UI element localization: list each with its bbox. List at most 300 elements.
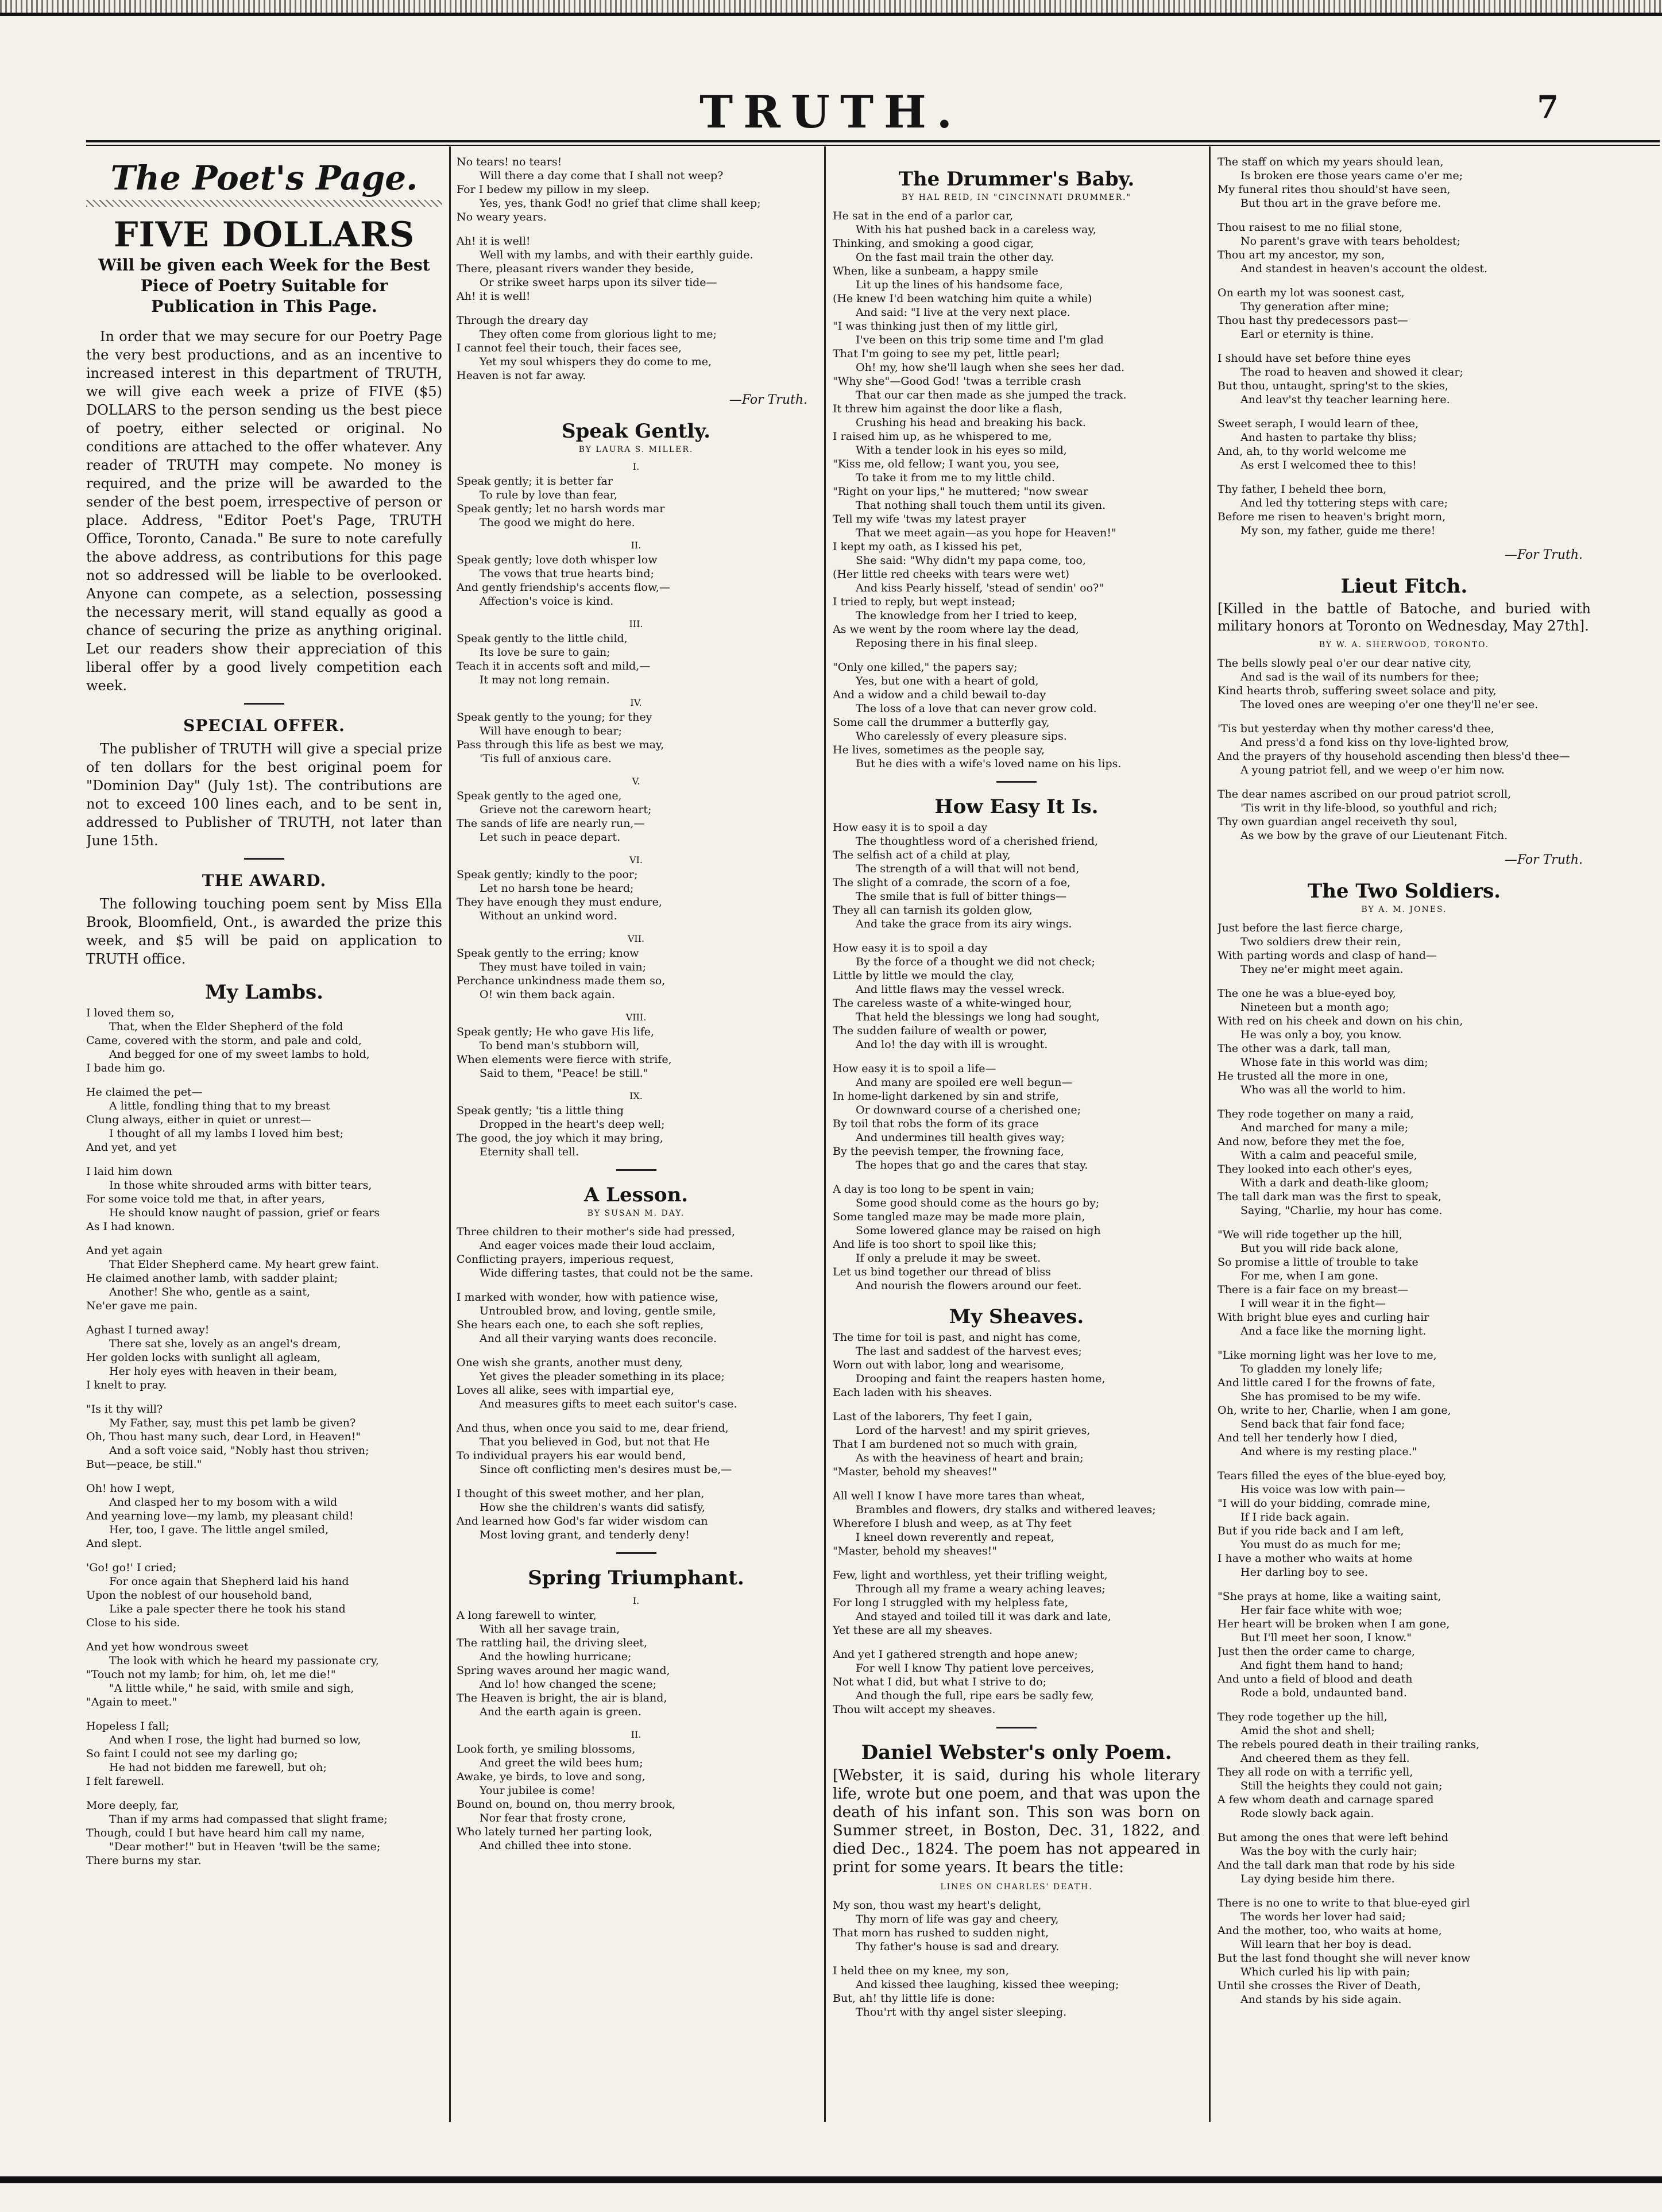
verse-line: There burns my star. bbox=[86, 1854, 202, 1867]
verse-line: But thou, untaught, spring'st to the skies, bbox=[1217, 380, 1449, 392]
verse-line: Yes, but one with a heart of gold, bbox=[856, 675, 1039, 687]
verse-line: Speak gently; kindly to the poor; bbox=[457, 868, 638, 881]
verse-line: Look forth, ye smiling blossoms, bbox=[457, 1743, 636, 1755]
verse-line: And lo! how changed the scene; bbox=[480, 1678, 657, 1691]
verse-line: But I'll meet her soon, I know." bbox=[1240, 1631, 1412, 1644]
verse-line: And press'd a fond kiss on thy love-lighted brow, bbox=[1240, 736, 1509, 749]
verse-line: I raised him up, as he whispered to me, bbox=[833, 430, 1052, 443]
verse-line: And little cared I for the frowns of fate, bbox=[1217, 1376, 1436, 1389]
verse-line: Eternity shall tell. bbox=[480, 1146, 579, 1158]
verse-line: I kneel down reverently and repeat, bbox=[856, 1531, 1054, 1544]
stanza bbox=[86, 1165, 442, 1233]
verse-line: And leav'st thy teacher learning here. bbox=[1240, 393, 1450, 406]
poem-title: My Lambs. bbox=[205, 981, 323, 1004]
verse-line: That our car then made as she jumped the track. bbox=[856, 389, 1127, 401]
verse-line: More deeply, far, bbox=[86, 1799, 179, 1812]
verse-line: If I ride back again. bbox=[1240, 1511, 1350, 1523]
verse-line: "Like morning light was her love to me, bbox=[1217, 1349, 1437, 1362]
stanza bbox=[86, 1561, 442, 1630]
verse-line: Than if my arms had compassed that slight frame; bbox=[109, 1813, 388, 1826]
verse-line: "I was thinking just then of my little girl, bbox=[833, 320, 1058, 332]
verse-line: And a face like the morning light. bbox=[1240, 1325, 1427, 1337]
verse-line: He claimed another lamb, with sadder plaint; bbox=[86, 1272, 338, 1285]
verse-line: Loves all alike, sees with impartial eye, bbox=[457, 1384, 675, 1397]
verse-line: They rode together on many a raid, bbox=[1217, 1108, 1414, 1120]
verse-line: That you believed in God, but not that He bbox=[480, 1436, 710, 1448]
prize-subtitle: Will be given each Week for the Best Piece of Poetry Suitable for Publication in This Page. bbox=[98, 256, 430, 316]
verse-line: And the mother, too, who waits at home, bbox=[1217, 1924, 1442, 1937]
verse-line: Let such in peace depart. bbox=[480, 831, 621, 844]
verse-line: Most loving grant, and tenderly deny! bbox=[480, 1529, 690, 1541]
verse-line: The time for toil is past, and night has come, bbox=[833, 1331, 1081, 1344]
verse-line: And the howling hurricane; bbox=[480, 1650, 632, 1663]
verse-line: That held the blessings we long had sought, bbox=[856, 1011, 1100, 1023]
verse-line: Let no harsh tone be heard; bbox=[480, 882, 634, 895]
verse-line: How easy it is to spoil a life— bbox=[833, 1062, 996, 1075]
verse-line: I felt farewell. bbox=[86, 1775, 164, 1788]
verse-line: He had not bidden me farewell, but oh; bbox=[109, 1761, 327, 1774]
column-2 bbox=[457, 155, 815, 2125]
poem-byline: BY SUSAN M. DAY. bbox=[587, 1209, 685, 1218]
verse-line: To gladden my lonely life; bbox=[1240, 1363, 1383, 1375]
stanza bbox=[457, 1356, 815, 1411]
verse-line: For I bedew my pillow in my sleep. bbox=[457, 183, 650, 196]
stanza bbox=[457, 553, 815, 608]
verse-line: Tears filled the eyes of the blue-eyed boy, bbox=[1217, 1469, 1447, 1482]
stanza bbox=[457, 1104, 815, 1159]
verse-line: In home-light darkened by sin and strife, bbox=[833, 1090, 1060, 1103]
poem-signature: —For Truth. bbox=[729, 393, 807, 407]
verse-line: They often come from glorious light to me; bbox=[480, 328, 717, 341]
verse-line: Nor fear that frosty crone, bbox=[480, 1812, 627, 1824]
verse-line: And marched for many a mile; bbox=[1240, 1122, 1409, 1134]
verse-line: Like a pale specter there he took his stand bbox=[109, 1603, 346, 1615]
poem-title: My Sheaves. bbox=[949, 1305, 1084, 1328]
stanza bbox=[86, 1799, 442, 1867]
stanza bbox=[1217, 1107, 1591, 1217]
header-rule-thin bbox=[86, 145, 1660, 146]
column-4 bbox=[1217, 155, 1591, 2125]
verse-line: And though the full, ripe ears be sadly few, bbox=[856, 1689, 1094, 1702]
verse-line: No weary years. bbox=[457, 211, 547, 223]
poem-continued bbox=[1217, 155, 1591, 537]
verse-line: And now, before they met the foe, bbox=[1217, 1135, 1405, 1148]
verse-line: Lay dying beside him there. bbox=[1240, 1873, 1395, 1885]
stanza-number: I. bbox=[632, 461, 640, 472]
verse-line: When, like a sunbeam, a happy smile bbox=[833, 265, 1038, 277]
verse-line: Thy generation after mine; bbox=[1240, 300, 1389, 313]
editorial-note: [Killed in the battle of Batoche, and buried with military honors at Toronto on Wednesday, May 27th]. bbox=[1217, 601, 1591, 634]
verse-line: Said to them, "Peace! be still." bbox=[480, 1067, 648, 1080]
verse-line: Speak gently; let no harsh words mar bbox=[457, 502, 665, 515]
verse-line: Which curled his lip with pain; bbox=[1240, 1966, 1410, 1978]
stanza bbox=[457, 1742, 815, 1853]
verse-line: With his hat pushed back in a careless way, bbox=[856, 223, 1096, 236]
verse-line: "I will do your bidding, comrade mine, bbox=[1217, 1497, 1431, 1510]
verse-line: And unto a field of blood and death bbox=[1217, 1673, 1413, 1685]
stanza bbox=[86, 1402, 442, 1471]
verse-line: And nourish the flowers around our feet. bbox=[856, 1279, 1082, 1292]
verse-line: I knelt to pray. bbox=[86, 1379, 167, 1391]
verse-line: That I'm going to see my pet, little pearl; bbox=[833, 347, 1060, 360]
verse-line: But if you ride back and I am left, bbox=[1217, 1525, 1404, 1537]
verse-line: Her, too, I gave. The little angel smiled, bbox=[109, 1523, 329, 1536]
verse-line: Ah! it is well! bbox=[457, 235, 531, 248]
verse-line: Or strike sweet harps upon its silver tide— bbox=[480, 276, 717, 289]
verse-line: And where is my resting place." bbox=[1240, 1445, 1417, 1458]
verse-line: Came, covered with the storm, and pale and cold, bbox=[86, 1034, 362, 1047]
stanza bbox=[1217, 1710, 1591, 1820]
verse-line: But thou art in the grave before me. bbox=[1240, 197, 1441, 210]
verse-line: The look with which he heard my passionate cry, bbox=[109, 1654, 379, 1667]
verse-line: For long I struggled with my helpless fate, bbox=[833, 1596, 1068, 1609]
poem-charles-death bbox=[833, 1898, 1200, 2019]
verse-line: And when I rose, the light had burned so low, bbox=[109, 1734, 361, 1746]
verse-line: Though, could I but have heard him call my name, bbox=[86, 1827, 365, 1839]
verse-line: "Again to meet." bbox=[86, 1696, 177, 1708]
verse-line: I will wear it in the fight— bbox=[1240, 1297, 1386, 1310]
verse-line: And fight them hand to hand; bbox=[1240, 1659, 1404, 1672]
verse-line: On earth my lot was soonest cast, bbox=[1217, 287, 1405, 299]
verse-line: Ne'er gave me pain. bbox=[86, 1300, 198, 1312]
verse-line: But you will ride back alone, bbox=[1240, 1242, 1399, 1255]
verse-line: As with the heaviness of heart and brain; bbox=[856, 1452, 1084, 1464]
ornamental-rule bbox=[86, 200, 442, 207]
verse-line: They must have toiled in vain; bbox=[480, 961, 646, 973]
verse-line: And yet, and yet bbox=[86, 1141, 177, 1154]
verse-line: And yearning love—my lamb, my pleasant child! bbox=[86, 1510, 354, 1522]
stanza bbox=[457, 1225, 815, 1280]
verse-line: And yet how wondrous sweet bbox=[86, 1641, 249, 1653]
poem-title: Spring Triumphant. bbox=[528, 1567, 744, 1590]
verse-line: She hears each one, to each she soft replies, bbox=[457, 1318, 704, 1331]
verse-line: Affection's voice is kind. bbox=[480, 595, 614, 608]
verse-line: He trusted all the more in one, bbox=[1217, 1070, 1389, 1082]
divider bbox=[244, 703, 284, 705]
verse-line: That Elder Shepherd came. My heart grew faint. bbox=[109, 1258, 380, 1271]
verse-line: Brambles and flowers, dry stalks and withered leaves; bbox=[856, 1503, 1156, 1516]
verse-line: Sweet seraph, I would learn of thee, bbox=[1217, 417, 1419, 430]
contest-intro: In order that we may secure for our Poetry Page the very best productions, and as an incentive to increased interest in this department of TRUTH, we will give each week a prize of FIVE ($5) DOLLARS to the person sending us the best piece of poetry, either selected or original. No conditions are attached to the offer whatever. Any reader of TRUTH may compete. No money is required, and the prize will be awarded to the sender of the best poem, irrespective of person or place. Address, "Editor Poet's Page, TRUTH Office, Toronto, Canada." Be sure to note carefully the above address, as contributions for this page not so addressed will be liable to be overlooked. Anyone can compete, as a selection, possessing the necessary merit, will stand equally as good a chance of securing the prize as anything original. Let our readers show their appreciation of this liberal offer by a good lively competition each week. bbox=[86, 328, 442, 694]
stanza bbox=[457, 1487, 815, 1542]
verse-line: He sat in the end of a parlor car, bbox=[833, 210, 1013, 222]
verse-line: And thus, when once you said to me, dear friend, bbox=[457, 1422, 729, 1434]
bottom-rule bbox=[0, 2176, 1662, 2183]
verse-line: Through the dreary day bbox=[457, 314, 589, 327]
verse-line: They all rode on with a terrific yell, bbox=[1217, 1766, 1413, 1778]
stanza bbox=[833, 821, 1200, 931]
stanza bbox=[457, 1025, 815, 1080]
verse-line: Thou art my ancestor, my son, bbox=[1217, 249, 1385, 261]
verse-line: The tall dark man was the first to speak, bbox=[1217, 1190, 1441, 1203]
newspaper-title: TRUTH. bbox=[699, 86, 963, 138]
poem-speak-gently bbox=[457, 461, 815, 1159]
verse-line: The last and saddest of the harvest eves; bbox=[856, 1345, 1082, 1358]
verse-line: He should know naught of passion, grief or fears bbox=[109, 1206, 380, 1219]
verse-line: Hopeless I fall; bbox=[86, 1720, 169, 1733]
verse-line: Is broken ere those years came o'er me; bbox=[1240, 169, 1463, 182]
verse-line: Yet gives the pleader something in its place; bbox=[480, 1370, 725, 1383]
verse-line: That, when the Elder Shepherd of the fold bbox=[109, 1020, 343, 1033]
stanza bbox=[833, 941, 1200, 1051]
stanza bbox=[457, 314, 815, 382]
verse-line: Thou'rt with thy angel sister sleeping. bbox=[856, 2006, 1067, 2018]
verse-line: And the tall dark man that rode by his side bbox=[1217, 1859, 1455, 1871]
verse-line: How easy it is to spoil a day bbox=[833, 821, 988, 834]
verse-line: My funeral rites thou should'st have seen, bbox=[1217, 183, 1451, 196]
verse-line: Little by little we mould the clay, bbox=[833, 969, 1015, 982]
verse-line: Her heart will be broken when I am gone, bbox=[1217, 1618, 1450, 1630]
verse-line: Kind hearts throb, suffering sweet solace and pity, bbox=[1217, 685, 1497, 697]
verse-line: Your jubilee is come! bbox=[480, 1784, 596, 1797]
poem-my-lambs bbox=[86, 1006, 442, 1867]
verse-line: Thou raisest to me no filial stone, bbox=[1217, 221, 1403, 234]
verse-line: With a calm and peaceful smile, bbox=[1240, 1149, 1417, 1162]
special-offer-text: The publisher of TRUTH will give a special prize of ten dollars for the best original poem for "Dominion Day" (July 1st). The contributions are not to exceed 100 lines each, and to be sent in, addressed to Publisher of TRUTH, not later than June 15th. bbox=[86, 741, 442, 849]
verse-line: And kiss Pearly hisself, 'stead of sendin' oo?" bbox=[856, 582, 1104, 594]
poem-subtitle: LINES ON CHARLES' DEATH. bbox=[940, 1882, 1093, 1892]
prize-banner: FIVE DOLLARS bbox=[113, 215, 415, 255]
verse-line: But among the ones that were left behind bbox=[1217, 1831, 1448, 1844]
verse-line: Send back that fair fond face; bbox=[1240, 1418, 1405, 1430]
verse-line: Let us bind together our thread of bliss bbox=[833, 1266, 1051, 1278]
verse-line: The sands of life are nearly run,— bbox=[457, 817, 645, 830]
verse-line: Without an unkind word. bbox=[480, 910, 617, 922]
verse-line: 'Tis but yesterday when thy mother caress'd thee, bbox=[1217, 722, 1494, 735]
verse-line: That morn has rushed to sudden night, bbox=[833, 1927, 1049, 1939]
verse-line: I loved them so, bbox=[86, 1007, 175, 1019]
poem-byline: BY LAURA S. MILLER. bbox=[578, 445, 694, 454]
verse-line: Pass through this life as best we may, bbox=[457, 738, 664, 751]
verse-line: And take the grace from its airy wings. bbox=[856, 918, 1072, 930]
verse-line: And hasten to partake thy bliss; bbox=[1240, 431, 1417, 444]
divider bbox=[616, 1552, 656, 1554]
divider bbox=[616, 1169, 656, 1171]
poem-lieut-fitch bbox=[1217, 656, 1591, 842]
verse-line: Drooping and faint the reapers hasten home, bbox=[856, 1372, 1106, 1385]
verse-line: Will there a day come that I shall not weep? bbox=[480, 169, 724, 182]
verse-line: Awake, ye birds, to love and song, bbox=[457, 1770, 646, 1783]
verse-line: And many are spoiled ere well begun— bbox=[856, 1076, 1073, 1089]
verse-line: I held thee on my knee, my son, bbox=[833, 1964, 1009, 1977]
verse-line: And yet again bbox=[86, 1244, 163, 1257]
poem-byline: BY A. M. JONES. bbox=[1361, 905, 1447, 914]
verse-line: Through all my frame a weary aching leaves; bbox=[856, 1583, 1106, 1595]
verse-line: Thou hast thy predecessors past— bbox=[1217, 314, 1408, 327]
verse-line: Untroubled brow, and loving, gentle smile, bbox=[480, 1305, 716, 1317]
verse-line: Her fair face white with woe; bbox=[1240, 1604, 1402, 1617]
stanza bbox=[833, 1964, 1200, 2019]
verse-line: Speak gently; it is better far bbox=[457, 475, 613, 488]
verse-line: For well I know Thy patient love perceives, bbox=[856, 1662, 1095, 1675]
verse-line: The dear names ascribed on our proud patriot scroll, bbox=[1217, 788, 1512, 801]
stanza bbox=[1217, 155, 1591, 210]
verse-line: To rule by love than fear, bbox=[480, 489, 617, 501]
verse-line: With parting words and clasp of hand— bbox=[1217, 949, 1437, 962]
award-heading: THE AWARD. bbox=[202, 871, 327, 890]
verse-line: There is no one to write to that blue-eyed girl bbox=[1217, 1897, 1470, 1909]
verse-line: So faint I could not see my darling go; bbox=[86, 1747, 298, 1760]
verse-line: A day is too long to be spent in vain; bbox=[833, 1183, 1035, 1196]
verse-line: My Father, say, must this pet lamb be given? bbox=[109, 1417, 356, 1429]
stanza bbox=[457, 474, 815, 529]
stanza-number: I. bbox=[632, 1595, 640, 1606]
verse-line: Perchance unkindness made them so, bbox=[457, 974, 666, 987]
verse-line: In those white shrouded arms with bitter tears, bbox=[109, 1179, 372, 1192]
stanza bbox=[1217, 1590, 1591, 1700]
poem-my-sheaves bbox=[833, 1331, 1200, 1716]
verse-line: For some voice told me that, in after years, bbox=[86, 1193, 325, 1205]
verse-line: They ne'er might meet again. bbox=[1240, 963, 1404, 976]
verse-line: With red on his cheek and down on his chin, bbox=[1217, 1015, 1463, 1027]
verse-line: Who carelessly of every pleasure sips. bbox=[856, 730, 1067, 743]
verse-line: Reposing there in his final sleep. bbox=[856, 637, 1038, 649]
verse-line: Oh! my, how she'll laugh when she sees her dad. bbox=[856, 361, 1125, 374]
verse-line: And cheered them as they fell. bbox=[1240, 1752, 1410, 1765]
verse-line: Grieve not the careworn heart; bbox=[480, 803, 652, 816]
verse-line: Some tangled maze may be made more plain, bbox=[833, 1211, 1085, 1223]
stanza bbox=[1217, 1348, 1591, 1459]
verse-line: And yet I gathered strength and hope anew; bbox=[833, 1648, 1078, 1661]
verse-line: The sudden failure of wealth or power, bbox=[833, 1024, 1048, 1037]
special-offer-heading: SPECIAL OFFER. bbox=[183, 716, 345, 735]
verse-line: Some lowered glance may be raised on high bbox=[856, 1224, 1101, 1237]
stanza-number: VII. bbox=[627, 933, 645, 944]
verse-line: 'Tis full of anxious care. bbox=[480, 752, 612, 765]
verse-line: Thy morn of life was gay and cheery, bbox=[856, 1913, 1059, 1925]
verse-line: "Master, behold my sheaves!" bbox=[833, 1545, 998, 1557]
verse-line: Earl or eternity is thine. bbox=[1240, 328, 1374, 341]
verse-line: The bells slowly peal o'er our dear native city, bbox=[1217, 657, 1472, 670]
verse-line: Yet my soul whispers they do come to me, bbox=[480, 355, 712, 368]
stanza bbox=[833, 1489, 1200, 1558]
verse-line: Her golden locks with sunlight all agleam, bbox=[86, 1351, 321, 1364]
stanza bbox=[457, 155, 815, 224]
section-heading: The Poet's Page. bbox=[110, 158, 418, 198]
verse-line: 'Go! go!' I cried; bbox=[86, 1561, 177, 1574]
stanza bbox=[86, 1640, 442, 1709]
verse-line: Last of the laborers, Thy feet I gain, bbox=[833, 1410, 1033, 1423]
verse-line: His voice was low with pain— bbox=[1240, 1483, 1405, 1496]
verse-line: I've been on this trip some time and I'm glad bbox=[856, 334, 1104, 346]
stanza bbox=[1217, 417, 1591, 472]
verse-line: No parent's grave with tears beholdest; bbox=[1240, 235, 1461, 248]
page-number: 7 bbox=[1537, 88, 1559, 125]
stanza bbox=[457, 234, 815, 303]
stanza bbox=[1217, 1228, 1591, 1338]
verse-line: And begged for one of my sweet lambs to hold, bbox=[109, 1048, 370, 1061]
stanza bbox=[1217, 482, 1591, 537]
verse-line: And greet the wild bees hum; bbox=[480, 1757, 643, 1769]
verse-line: Oh, Thou hast many such, dear Lord, in Heaven!" bbox=[86, 1430, 361, 1443]
verse-line: Upon the noblest of our household band, bbox=[86, 1589, 312, 1602]
verse-line: The rattling hail, the driving sleet, bbox=[457, 1637, 647, 1649]
verse-line: And learned how God's far wider wisdom can bbox=[457, 1515, 708, 1527]
verse-line: "Why she"—Good God! 'twas a terrible crash bbox=[833, 375, 1081, 388]
verse-line: "Is it thy will? bbox=[86, 1403, 163, 1416]
verse-line: But, ah! thy little life is done: bbox=[833, 1992, 995, 2005]
poem-two-soldiers bbox=[1217, 921, 1591, 2006]
verse-line: Speak gently to the little child, bbox=[457, 632, 628, 645]
verse-line: Teach it in accents soft and mild,— bbox=[457, 660, 651, 672]
verse-line: Some call the drummer a butterfly gay, bbox=[833, 716, 1050, 729]
verse-line: For once again that Shepherd laid his hand bbox=[109, 1575, 349, 1588]
verse-line: O! win them back again. bbox=[480, 988, 615, 1001]
verse-line: But—peace, be still." bbox=[86, 1458, 202, 1471]
stanza bbox=[1217, 787, 1591, 842]
verse-line: The Heaven is bright, the air is bland, bbox=[457, 1692, 667, 1704]
verse-line: It threw him against the door like a flash, bbox=[833, 403, 1063, 415]
verse-line: There sat she, lovely as an angel's dream, bbox=[109, 1337, 341, 1350]
verse-line: I should have set before thine eyes bbox=[1217, 352, 1411, 365]
verse-line: I kept my oath, as I kissed his pet, bbox=[833, 540, 1023, 553]
verse-line: "Touch not my lamb; for him, oh, let me die!" bbox=[86, 1668, 336, 1681]
verse-line: When elements were fierce with strife, bbox=[457, 1053, 672, 1066]
verse-line: Will have enough to bear; bbox=[480, 725, 622, 737]
stanza bbox=[1217, 1469, 1591, 1579]
verse-line: Speak gently to the erring; know bbox=[457, 947, 639, 960]
stanza-number: V. bbox=[632, 776, 640, 787]
divider bbox=[996, 781, 1037, 783]
editorial-note: [Webster, it is said, during his whole literary life, wrote but one poem, and that was upon the death of his infant son. This son was born on Summer street, in Boston, Dec. 31, 1822, and died Dec., 1824. The poem has not appeared in print for some years. It bears the title: bbox=[833, 1767, 1200, 1876]
verse-line: Her holy eyes with heaven in their beam, bbox=[109, 1365, 338, 1378]
header-rule bbox=[86, 140, 1660, 142]
verse-line: And eager voices made their loud acclaim, bbox=[480, 1239, 716, 1252]
verse-line: And tell her tenderly how I died, bbox=[1217, 1432, 1398, 1444]
masthead bbox=[0, 86, 1662, 138]
poem-continued bbox=[457, 155, 815, 382]
verse-line: The careless waste of a white-winged hour, bbox=[833, 997, 1072, 1010]
poem-title: How Easy It Is. bbox=[934, 795, 1099, 818]
verse-line: The rebels poured death in their trailing ranks, bbox=[1217, 1738, 1480, 1751]
verse-line: Still the heights they could not gain; bbox=[1240, 1780, 1443, 1792]
poem-title: Speak Gently. bbox=[561, 420, 711, 443]
poem-title: The Drummer's Baby. bbox=[898, 168, 1135, 191]
stanza-number: VI. bbox=[629, 854, 643, 865]
verse-line: Another! She who, gentle as a saint, bbox=[109, 1286, 311, 1298]
verse-line: Rode a bold, undaunted band. bbox=[1240, 1687, 1407, 1699]
verse-line: A few whom death and carnage spared bbox=[1217, 1793, 1434, 1806]
verse-line: Just before the last fierce charge, bbox=[1217, 922, 1404, 934]
verse-line: One wish she grants, another must deny, bbox=[457, 1356, 683, 1369]
verse-line: Speak gently to the aged one, bbox=[457, 790, 622, 802]
stanza bbox=[1217, 656, 1591, 711]
verse-line: The knowledge from her I tried to keep, bbox=[856, 609, 1077, 622]
verse-line: My son, my father, guide me there! bbox=[1240, 524, 1436, 537]
verse-line: The slight of a comrade, the scorn of a foe, bbox=[833, 876, 1071, 889]
stanza bbox=[833, 1331, 1200, 1399]
verse-line: And clasped her to my bosom with a wild bbox=[109, 1496, 338, 1509]
verse-line: Its love be sure to gain; bbox=[480, 646, 610, 659]
verse-line: Oh! how I wept, bbox=[86, 1482, 175, 1495]
stanza bbox=[833, 1648, 1200, 1716]
verse-line: Speak gently; love doth whisper low bbox=[457, 554, 658, 566]
verse-line: Until she crosses the River of Death, bbox=[1217, 1979, 1421, 1992]
verse-line: By the force of a thought we did not check; bbox=[856, 956, 1095, 968]
verse-line: I marked with wonder, how with patience wise, bbox=[457, 1291, 718, 1304]
verse-line: With a tender look in his eyes so mild, bbox=[856, 444, 1067, 457]
poem-a-lesson bbox=[457, 1225, 815, 1542]
stanza bbox=[1217, 1831, 1591, 1886]
verse-line: Close to his side. bbox=[86, 1617, 180, 1629]
stanza bbox=[86, 1719, 442, 1788]
verse-line: I laid him down bbox=[86, 1165, 172, 1178]
stanza bbox=[1217, 722, 1591, 777]
verse-line: There, pleasant rivers wander they beside, bbox=[457, 262, 694, 275]
verse-line: And all their varying wants does reconcile. bbox=[480, 1332, 717, 1345]
verse-line: And a soft voice said, "Nobly hast thou striven; bbox=[109, 1444, 369, 1457]
verse-line: That we meet again—as you hope for Heaven!" bbox=[856, 527, 1116, 539]
